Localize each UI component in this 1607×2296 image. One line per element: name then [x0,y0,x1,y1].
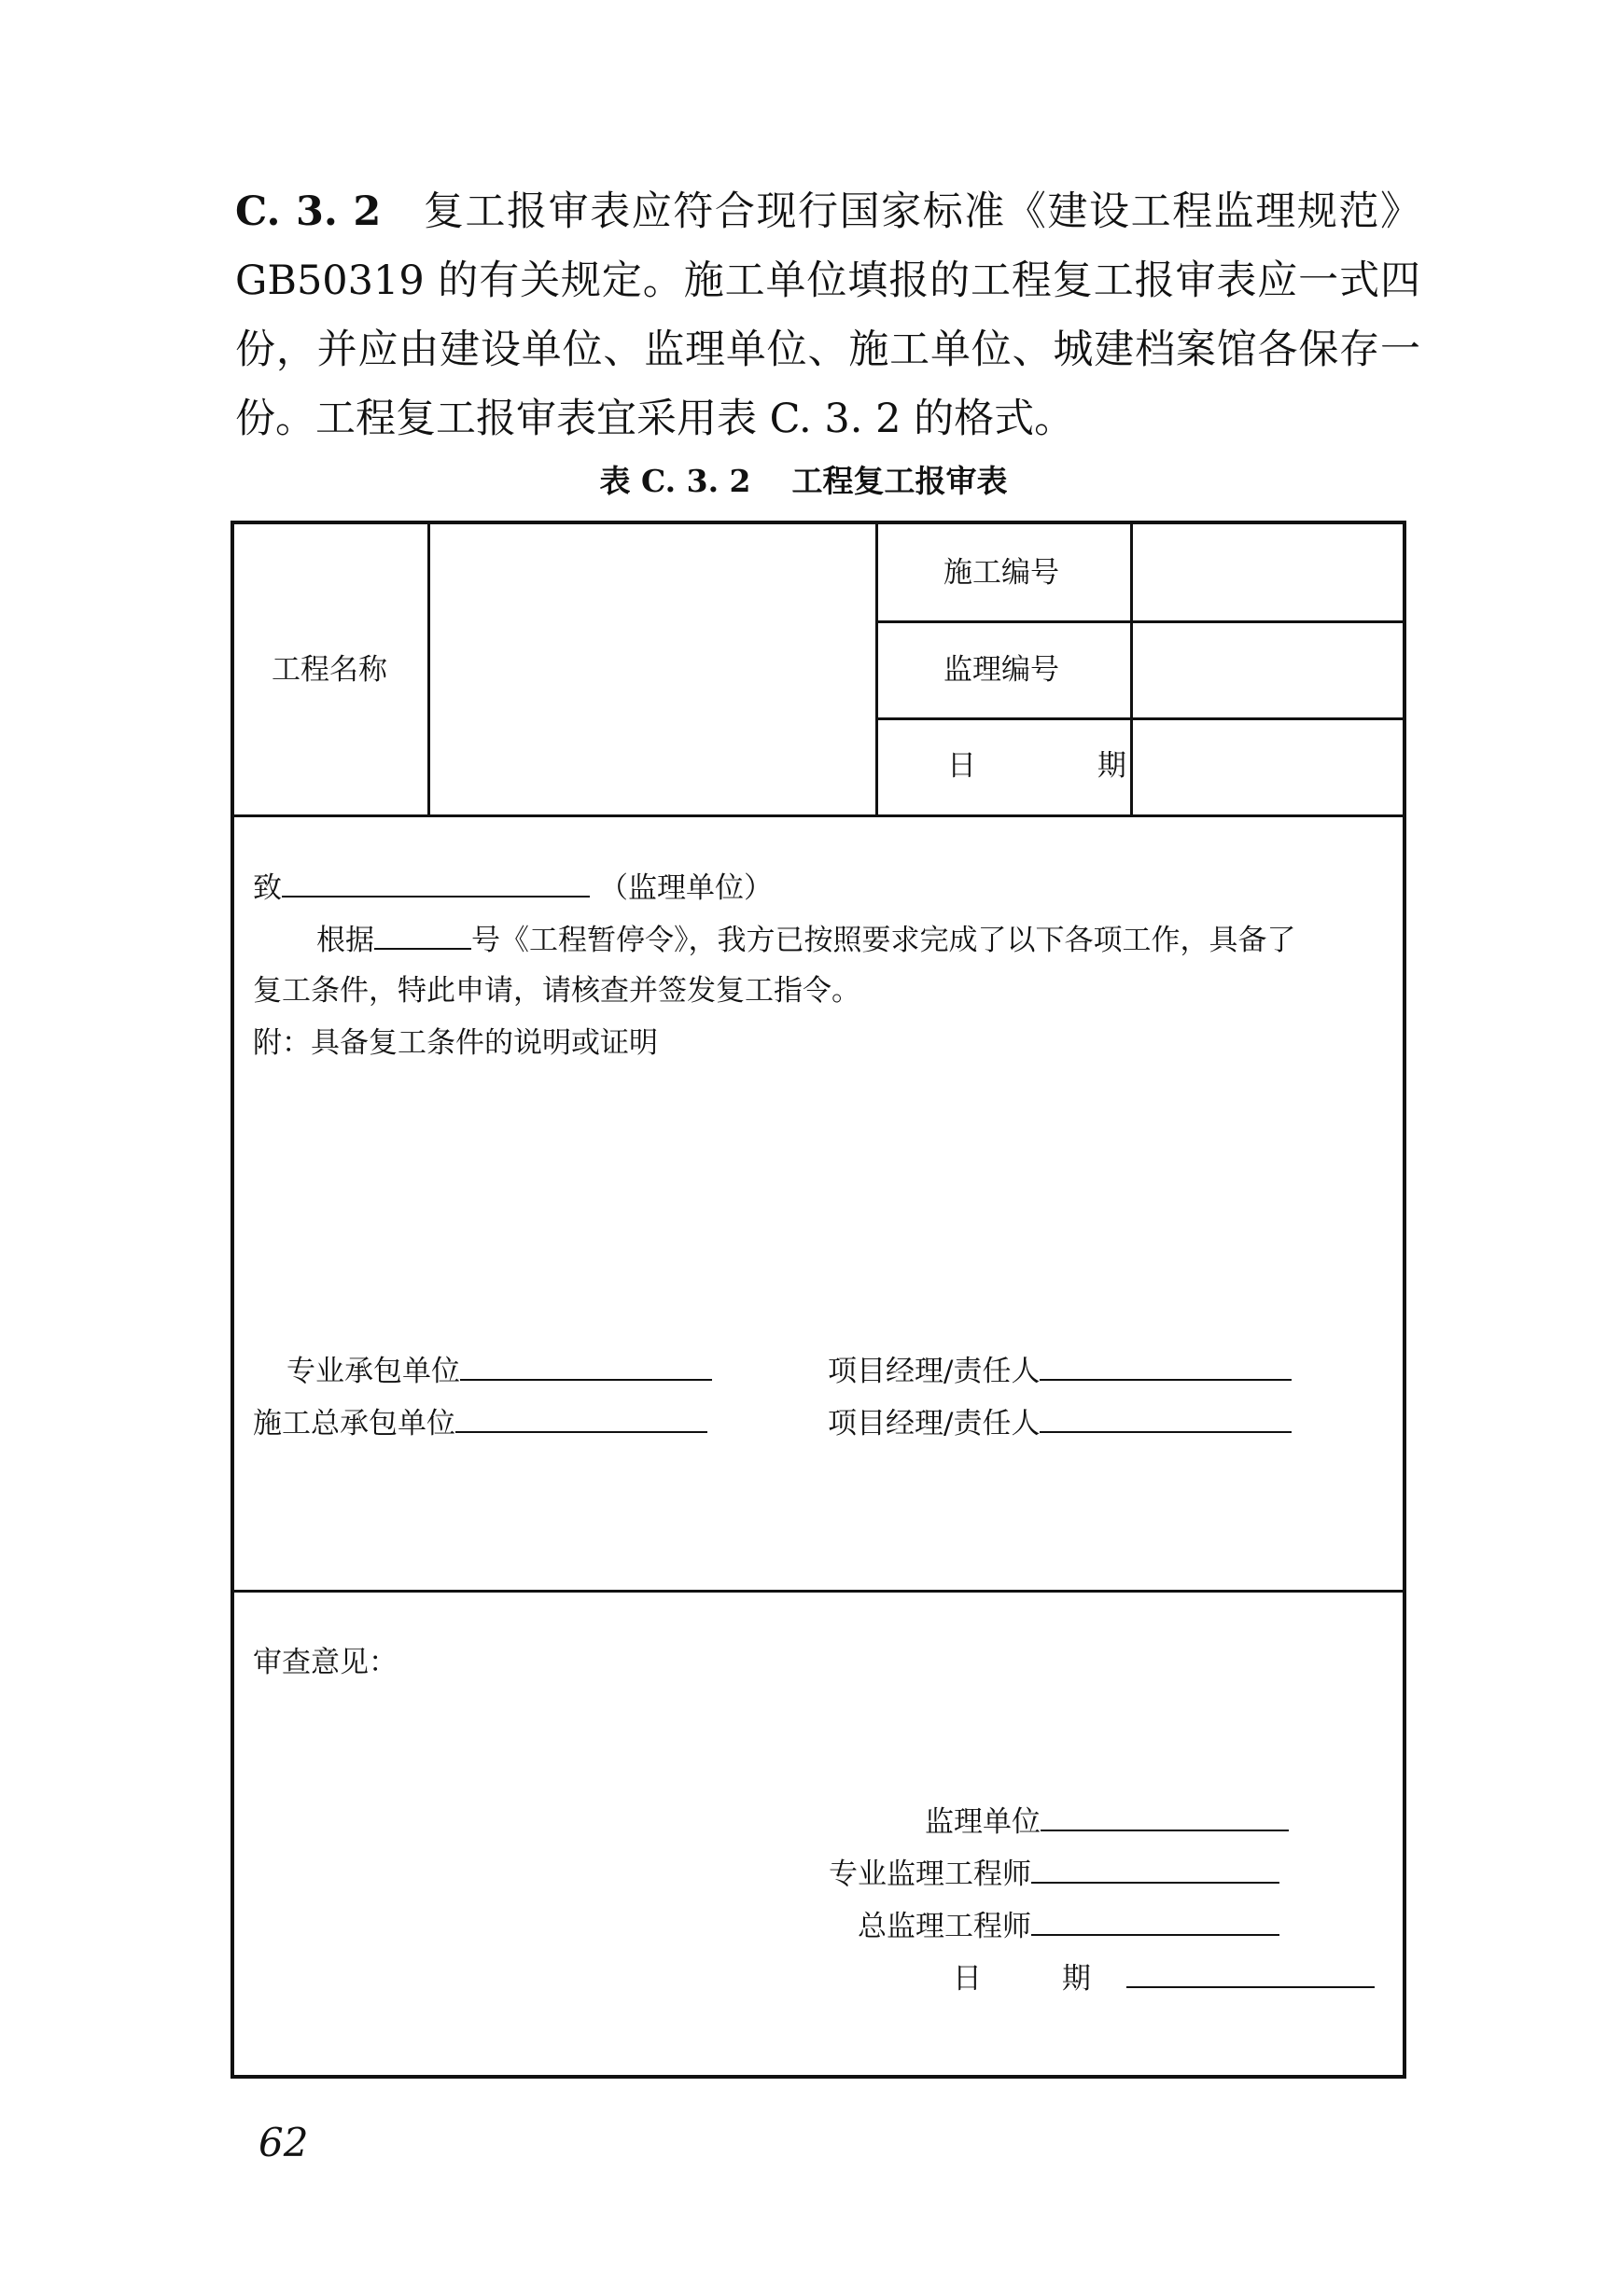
supervision-unit-line [925,1802,1289,1841]
supervision-unit-sign-blank[interactable] [1041,1802,1289,1831]
to-prefix: 致 [253,871,282,905]
chief-engineer-line [858,1906,1279,1945]
divider [234,1590,1406,1593]
basis-text: 号《工程暂停令》，我方已按照要求完成了以下各项工作，具备了 [471,924,1296,957]
review-date-blank[interactable] [1126,1958,1375,1988]
to-suffix: （监理单位） [599,871,773,905]
supervision-unit-label: 监理单位 [925,1805,1041,1839]
project-name-label: 工程名称 [272,653,387,687]
manager-blank-2[interactable] [1040,1403,1292,1433]
professional-engineer-label: 专业监理工程师 [829,1858,1031,1891]
review-date-label: 日 期 [953,1962,1126,1996]
page-number: 62 [259,2120,309,2165]
date-field[interactable] [1133,720,1404,814]
review-opinion-label: 审查意见： [253,1646,398,1679]
divider [875,524,878,816]
general-contractor-line [253,1403,707,1442]
table-caption [0,457,1607,501]
review-opinion-field[interactable] [253,1691,1373,1802]
construction-no-label: 施工编号 [943,556,1059,590]
intro-paragraph [235,177,1420,453]
basis-line [316,920,1296,959]
supervision-unit-blank[interactable] [282,868,590,898]
professional-engineer-blank[interactable] [1031,1854,1279,1884]
supervision-no-label: 监理编号 [943,653,1059,687]
basis-prefix: 根据 [316,924,374,957]
manager-blank-1[interactable] [1040,1351,1292,1381]
intro-text: 复工报审表应符合现行国家标准《建设工程监理规范》GB50319 的有关规定。施工单位填报的工程复工报审表应一式四份，并应由建设单位、监理单位、施工单位、城建档案馆各保存一份。工程复工报审表宜采用表 C. 3. 2 的格式。 [235,188,1421,442]
general-contractor-blank[interactable] [455,1403,707,1433]
table-number: 表 C. 3. 2 [599,463,751,499]
table-title: 工程复工报审表 [791,463,1008,499]
attachment-label: 附：具备复工条件的说明或证明 [253,1026,658,1060]
manager-line-1 [828,1351,1292,1390]
professional-engineer-line [829,1854,1279,1893]
basis-line-2: 复工条件，特此申请，请核查并签发复工指令。 [253,974,860,1008]
date-label: 日 期 [947,749,1182,783]
subcontractor-line [286,1351,712,1390]
divider [234,814,1406,817]
manager-label-2: 项目经理/责任人 [828,1407,1041,1440]
order-number-blank[interactable] [374,920,471,950]
chief-engineer-blank[interactable] [1031,1906,1279,1936]
subcontractor-label: 专业承包单位 [286,1355,460,1388]
general-contractor-label: 施工总承包单位 [253,1407,455,1440]
manager-label-1: 项目经理/责任人 [828,1355,1041,1388]
project-name-field[interactable] [430,524,873,814]
review-date-line [953,1958,1375,1997]
resumption-form [231,521,1406,2079]
supervision-no-field[interactable] [1133,623,1404,717]
to-line [253,868,773,907]
chief-engineer-label: 总监理工程师 [858,1910,1031,1943]
subcontractor-blank[interactable] [460,1351,712,1381]
manager-line-2 [828,1403,1292,1442]
construction-no-field[interactable] [1133,524,1404,620]
clause-number: C. 3. 2 [235,188,382,235]
